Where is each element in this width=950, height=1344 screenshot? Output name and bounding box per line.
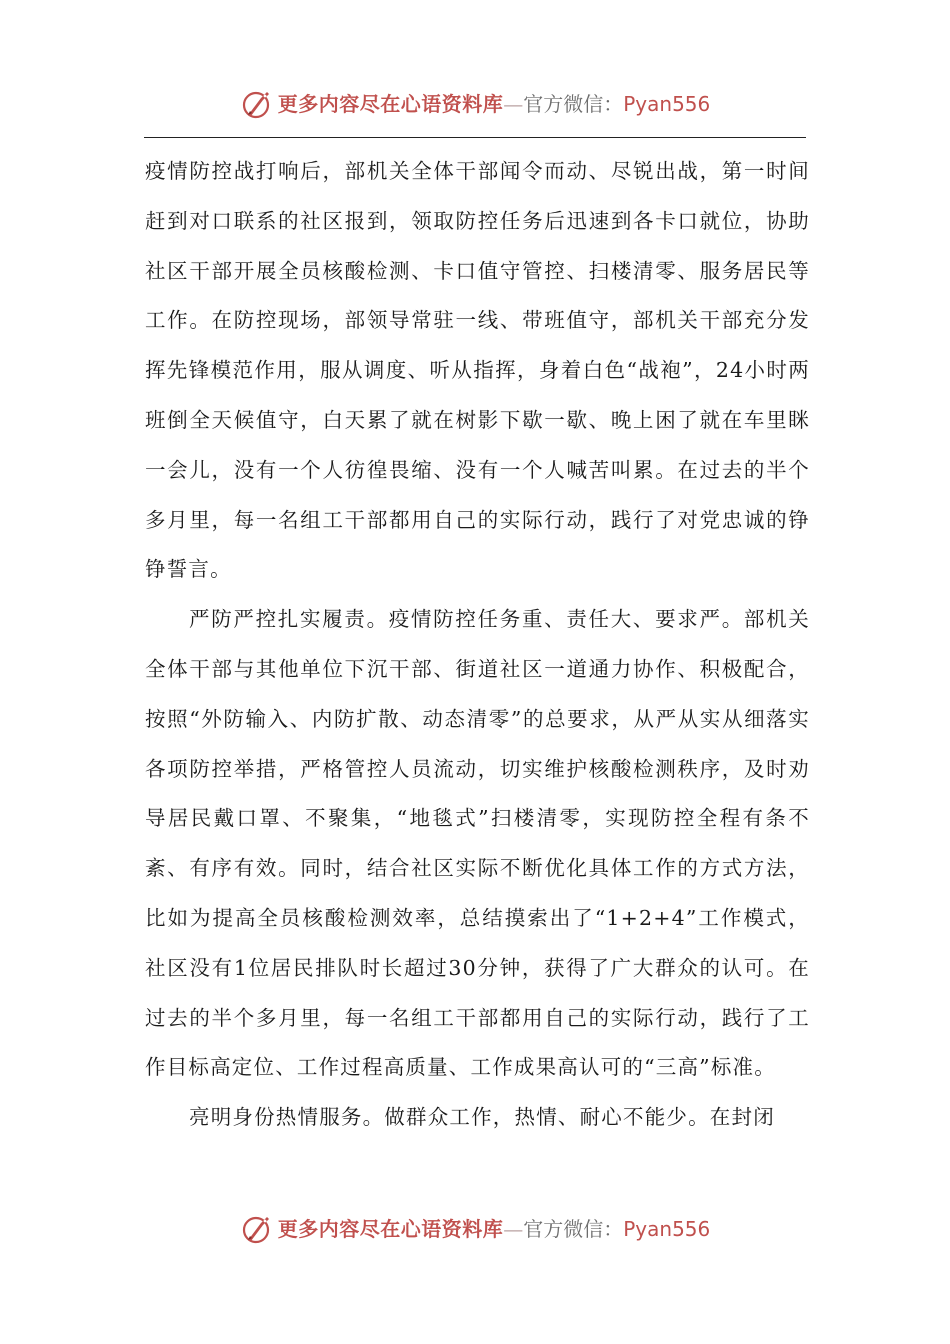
header-separator: — — [503, 92, 524, 116]
header-text — [278, 84, 711, 124]
footer-site-name: 更多内容尽在心语资料库 — [277, 1217, 504, 1241]
header-wechat-label: 官方微信： — [523, 92, 624, 116]
header-banner — [0, 84, 950, 124]
footer-banner — [0, 1209, 950, 1249]
paragraph-1: 疫情防控战打响后，部机关全体干部闻令而动、尽锐出战，第一时间赶到对口联系的社区报到，领取防控任务后迅速到各卡口就位，协助社区干部开展全员核酸检测、卡口值守管控、扫楼清零、服务居民等工作。在防控现场，部领导常驻一线、带班值守，部机关干部充分发挥先锋模范作用，服从调度、听从指挥，身着白色“战袍”，24小时两班倒全天候值守，白天累了就在树影下歇一歇、晚上困了就在车里眯一会儿，没有一个人彷徨畏缩、没有一个人喊苦叫累。在过去的半个多月里，每一名组工干部都用自己的实际行动，践行了对党忠诚的铮铮誓言。 — [145, 159, 810, 582]
header-wechat-id: Pyan556 — [623, 92, 711, 116]
document-body — [145, 147, 810, 1143]
paragraph-3: 亮明身份热情服务。做群众工作，热情、耐心不能少。在封闭 — [189, 1105, 775, 1130]
paragraph-2: 严防严控扎实履责。疫情防控任务重、责任大、要求严。部机关全体干部与其他单位下沉干部、街道社区一道通力协作、积极配合，按照“外防输入、内防扩散、动态清零”的总要求，从严从实从细落实各项防控举措，严格管控人员流动，切实维护核酸检测秩序，及时劝导居民戴口罩、不聚集，“地毯式”扫楼清零，实现防控全程有条不紊、有序有效。同时，结合社区实际不断优化具体工作的方式方法，比如为提高全员核酸检测效率，总结摸索出了“1+2+4”工作模式，社区没有1位居民排队时长超过30分钟，获得了广大群众的认可。在过去的半个多月里，每一名组工干部都用自己的实际行动，践行了工作目标高定位、工作过程高质量、工作成果高认可的“三高”标准。 — [145, 607, 810, 1080]
footer-text — [278, 1209, 711, 1249]
header-site-name: 更多内容尽在心语资料库 — [277, 92, 504, 116]
header-divider — [144, 137, 806, 138]
footer-wechat-id: Pyan556 — [623, 1217, 711, 1241]
footer-wechat-label: 官方微信： — [523, 1217, 624, 1241]
pen-nib-logo-icon — [240, 87, 274, 121]
footer-separator: — — [503, 1217, 524, 1241]
pen-nib-logo-icon — [240, 1212, 274, 1246]
